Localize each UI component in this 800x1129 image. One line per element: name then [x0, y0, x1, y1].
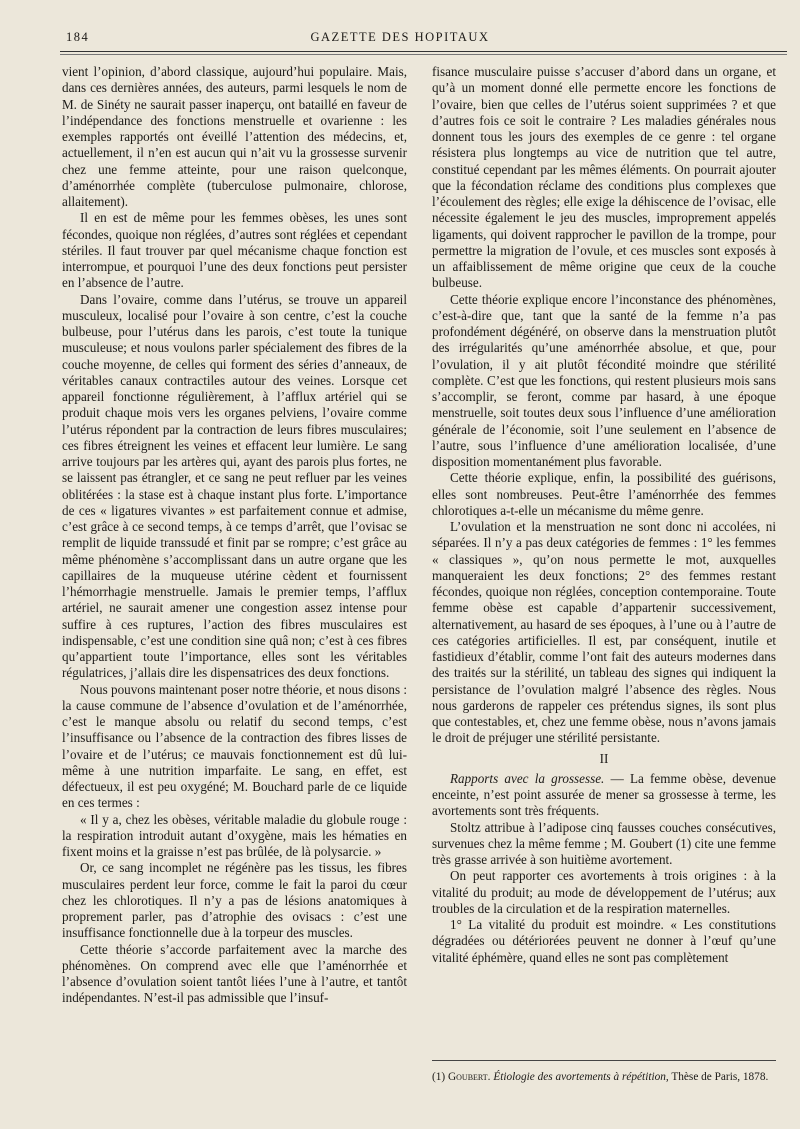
paragraph: Nous pouvons maintenant poser notre théorie, et nous disons : la cause commune de l’absence d’ovulation et de l’aménorrhée, c’est le manque absolu ou relatif du second temps, c’est l’insuffisance ou l’absence de la contraction des fibres lisses de l’ovaire et de l’utérus; ce mauvais fonctionnement est dû lui-même à une nutrition imparfaite. Le sang, en effet, est défectueux, il est peu oxygéné; M. Bouchard parle de ce liquide en ces termes : [62, 681, 408, 811]
page-header [0, 30, 800, 50]
paragraph: Il en est de même pour les femmes obèses, les unes sont fécondes, quoique non réglées, d’autres sont réglées et cependant stériles. Il faut trouver par quel mécanisme chaque fonction est interrompue, et pourquoi l’une des deux fonctions peut persister en l’absence de l’autre. [62, 210, 407, 291]
paragraph: Cette théorie explique encore l’inconstance des phénomènes, c’est-à-dire que, tant que la santé de la femme n’a pas profondément dégénéré, on observe dans la menstruation plutôt des irrégularités qu’une aménorrhée absolue, et que, pour l’ovulation, il y ait plutôt fécondité moindre que stérilité complète. C’est que les fonctions, qui restent plusieurs mois sans s’accomplir, se feront, comme par hasard, à une époque menstruelle, soit toutes deux sous l’influence d’une amélioration générale de l’économie, soit l’une seulement en l’absence de l’autre, sous l’influence d’une amélioration localisée, d’une disposition momentanément plus favorable. [432, 291, 776, 469]
footnote-rule [432, 1060, 776, 1061]
paragraph: Cette théorie explique, enfin, la possibilité des guérisons, elles sont nombreuses. Peut-être l’aménorrhée des femmes chlorotiques a-t-elle un mécanisme du même genre. [432, 470, 776, 518]
paragraph: Cette théorie s’accorde parfaitement avec la marche des phénomènes. On comprend avec elle que l’aménorrhée et l’absence d’ovulation soient tantôt liées l’une à l’autre, et tantôt indépendantes. N’est-il pas admissible que l’insuf- [62, 941, 407, 1006]
section-first-paragraph [432, 771, 776, 820]
footnote-marker: (1) [432, 1071, 448, 1083]
right-column [432, 64, 776, 966]
header-rule-thin [60, 54, 787, 55]
section-heading: II [599, 750, 609, 766]
section-lead-rest: — La femme obèse, devenue enceinte, n’est point assurée de mener sa grossesse à terme, les avortements sont très fréquents. [432, 770, 776, 819]
footnote-author: Goubert. [448, 1071, 491, 1083]
quotation: « Il y a, chez les obèses, véritable maladie du globule rouge : la respiration introduit autant d’oxygène, mais les hématies en fixent moins et la graisse n’est pas brûlée, de là polysarcie. » [62, 811, 407, 859]
page-number: 184 [66, 30, 90, 44]
paragraph: Stoltz attribue à l’adipose cinq fausses couches consécutives, survenues chez la même femme ; M. Goubert (1) cite une femme très grasse arrivée à son huitième avortement. [432, 819, 776, 867]
paragraph: Or, ce sang incomplet ne régénère pas les tissus, les fibres musculaires perdent leur force, comme le fait la paroi du cœur chez les chlorotiques. Il n’y a pas de lésions anatomiques à proprement parler, pas d’atrophie des ovisacs : c’est une insuffisance fonctionnelle due à la torpeur des muscles. [62, 860, 407, 941]
header-rule [60, 51, 787, 52]
paragraph: L’ovulation et la menstruation ne sont donc ni accolées, ni séparées. Il n’y a pas deux catégories de femmes : 1° les femmes « classiques », qu’on nous permette le mot, auxquelles manqueraient les deux fonctions; 2° des femmes restant fécondes, quoique non réglées, conception contemporaine. Toute femme obèse est capable d’appartenir successivement, alternativement, au hasard de ses époques, à l’une ou à l’autre de ces catégories artificielles. Il est, par conséquent, inutile et fastidieux d’établir, comme l’ont fait des auteurs modernes dans des traités sur la stérilité, un tableau des signes qui indiquent la persistance de l’ovulation malgré l’absence des règles. Nous nous garderons de rappeler ces prétendus signes, ils sont plus que contestables, et, chez une femme obèse, nous n’avons jamais le droit de préjuger une stérilité persistante. [432, 519, 776, 746]
left-column [62, 64, 407, 1007]
journal-title: GAZETTE DES HOPITAUX [310, 30, 490, 44]
footnote [432, 1070, 776, 1084]
paragraph: vient l’opinion, d’abord classique, aujourd’hui populaire. Mais, dans ces dernières années, des auteurs, parmi lesquels le nom de M. de Sinéty ne saurait passer inaperçu, ont bataillé en faveur de l’indépendance des fonctions menstruelle et ovarienne : les exemples rapportés ont éveillé l’attention des médecins, et, actuellement, il n’en est aucun qui n’ait vu la grossesse survenir chez une femme atteinte, pour une raison quelconque, d’aménorrhée complète (tuberculose pulmonaire, chlorose, allaitement). [62, 64, 407, 209]
paragraph: 1° La vitalité du produit est moindre. « Les constitutions dégradées ou détériorées peuvent ne donner à l’œuf qu’une vitalité éphémère, quand elles ne sont pas complètement [432, 917, 776, 965]
footnote-rest: Thèse de Paris, 1878. [668, 1071, 769, 1083]
paragraph: Dans l’ovaire, comme dans l’utérus, se trouve un appareil musculeux, localisé pour l’ovaire à son centre, c’est la couche bulbeuse, pour l’utérus dans les parois, c’est toute la tunique musculeuse; et nous voulons parler spécialement des fibres de la couche moyenne, de celles qui forment des séries d’anneaux, de véritables canaux contractiles autour des veines. Lorsque cet appareil fonctionne régulièrement, à l’afflux artériel qui se produit chaque mois vers les organes pelviens, l’ovaire comme l’utérus répondent par la contraction de leurs fibres musculaires; ces fibres étreignent les veines et effacent leur lumière. Le sang arrive toujours par les artères qui, ayant des parois plus fortes, ne se laissent pas étrangler, et ce sang ne peut refluer par les veines oblitérées : la stase est à chaque instant plus forte. L’importance de ces « ligatures vivantes » est parfaitement connue et admise, c’est grâce à ce second temps, à ce temps d’arrêt, que l’ovisac se remplit de liquide transsudé et finit par se rompre; c’est grâce au même phénomène s’accomplissant dans un autre organe que les capillaires de la muqueuse utérine cèdent et fournissent l’hémorrhagie menstruelle. Jamais le premier temps, l’afflux artériel, ne saurait amener une congestion assez intense pour suffire à ces ruptures, l’action des fibres musculaires est indispensable, c’est une condition sine quâ non; c’est à ces fibres qu’appartient toute l’importance, elles sont les véritables régulatrices, j’allais dire les dispensatrices des deux fonctions. [62, 291, 407, 681]
paragraph: On peut rapporter ces avortements à trois origines : à la vitalité du produit; au mode de développement de l’utérus; aux troubles de la circulation et de la respiration maternelles. [432, 868, 776, 916]
section-lead: Rapports avec la grossesse. [450, 770, 605, 786]
paragraph: fisance musculaire puisse s’accuser d’abord dans un organe, et qu’à un moment donné elle permette encore les fonctions de l’ovaire, bien que celles de l’utérus soient supprimées ? et que d’autres fois ce soit le contraire ? Les maladies générales nous donnent tous les jours des exemples de ce genre : tel organe résistera plus longtemps au vice de nutrition que tel autre, constitué cependant par les mêmes éléments. On pourrait ajouter que la fécondation réclame des conditions plus complexes que l’écoulement des règles; elle exige la déhiscence de l’ovisac, elle nécessite également le jeu des muscles, improprement appelés ligaments, qui doivent rapprocher le pavillon de la trompe, pour permettre la migration de l’ovule, et ces muscles sont exposés à un affaiblissement de même origine que ceux de la couche bulbeuse. [432, 64, 776, 291]
footnote-title: Étiologie des avortements à répétition, [493, 1071, 669, 1083]
